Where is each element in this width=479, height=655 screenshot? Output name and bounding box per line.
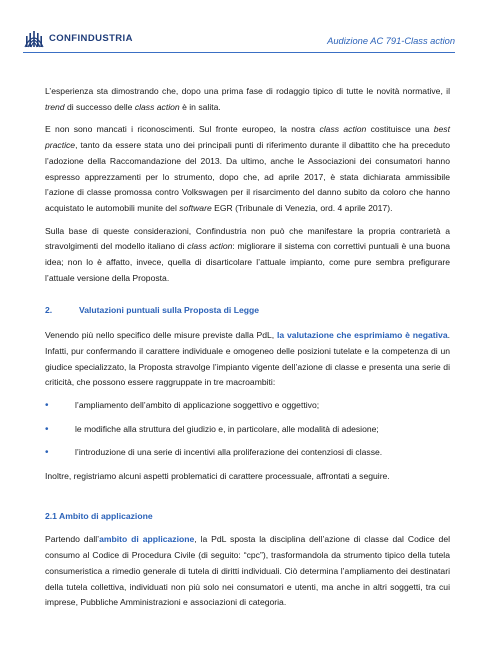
italic-term: class action: [134, 101, 180, 112]
paragraph-evaluation: [45, 328, 450, 391]
document-title: Audizione AC 791-Class action: [327, 36, 455, 46]
text-run: è in salita.: [179, 101, 221, 112]
logo-emblem-icon: [23, 27, 45, 49]
highlighted-text: la valutazione che esprimiamo è negativa: [276, 330, 448, 341]
text-run: EGR (Tribunale di Venezia, ord. 4 aprile 2017).: [211, 202, 393, 213]
logo-text: CONFINDUSTRIA: [49, 32, 133, 44]
text-run: costituisce una: [366, 124, 434, 135]
page-header: [0, 0, 479, 64]
italic-term: class action: [187, 241, 233, 252]
text-run: Venendo più nello specifico delle misure previste dalla PdL,: [45, 330, 277, 341]
paragraph-scope: [45, 532, 450, 611]
paragraph-position: [45, 224, 450, 287]
section-number: 2.: [45, 305, 53, 316]
text-run: di successo delle: [64, 101, 135, 112]
section-2-1-heading: 2.1 Ambito di applicazione: [45, 510, 153, 521]
list-item-text: l’ampliamento dell’ambito di applicazione soggettivo e oggettivo;: [75, 399, 320, 410]
paragraph-intro: [45, 84, 450, 115]
bullet-icon: •: [45, 423, 49, 435]
confindustria-logo: [23, 27, 133, 49]
text-run: , tanto da essere stata uno dei principali punti di riferimento durante il dibattito che ha preceduto l’adozione della Raccomandazione del 2013. Da ultimo, anche le Associazioni dei consumatori hanno espresso apprezzamenti per lo strumento, dopo che, ad aprile 2017, è stata dichiarata ammissibile l’azione di classe promossa contro Volkswagen per il risarcimento del danno subito da coloro che hanno acquistato le automobili munite del: [45, 140, 450, 213]
italic-term: software: [179, 202, 212, 213]
italic-term: best practice: [45, 124, 450, 151]
italic-term: class action: [319, 124, 367, 135]
list-item: [45, 398, 450, 414]
text-run: L’esperienza sta dimostrando che, dopo una prima fase di rodaggio tipico di tutte le novità normative, il: [45, 86, 450, 96]
bullet-icon: •: [45, 399, 49, 411]
section-title: Valutazioni puntuali sulla Proposta di Legge: [79, 305, 260, 316]
text-run: E non sono mancati i riconoscimenti. Sul fronte europeo, la nostra: [45, 124, 320, 135]
paragraph-procedural: Inoltre, registriamo alcuni aspetti problematici di carattere processuale, affrontati a seguire.: [45, 471, 390, 482]
section-2-heading: [45, 303, 450, 319]
text-run: : migliorare il sistema con correttivi puntuali è una buona idea; non lo è affatto, invece, quella di disarticolare l’attuale impianto, come pure sembra prefigurare l’attuale versione della Proposta.: [45, 241, 450, 283]
text-run: Partendo dall’: [45, 534, 100, 545]
page-body: [45, 84, 450, 618]
text-run: , la PdL sposta la disciplina dell’azione di classe dal Codice del consumo al Codice di Procedura Civile (di seguito: “cpc”), trasformandola da strumento tipico della tutela consumeristica a rimedio generale di tutela di diritti individuali. Ciò determina l’ampliamento dei destinatari della tutela collettiva, individuati non più solo nei consumatori e utenti, ma anche in altri soggetti, tra cui imprese, Pubbliche Amministrazioni e associazioni di categoria.: [45, 534, 451, 608]
bullet-icon: •: [45, 447, 49, 459]
header-divider: [23, 52, 455, 53]
text-run: Sulla base di queste considerazioni, Confindustria non può che manifestare la propria contrarietà a stravolgimenti del modello italiano di: [45, 225, 450, 252]
macro-areas-list: [45, 398, 450, 461]
italic-term: trend: [45, 101, 65, 112]
list-item-text: le modifiche alla struttura del giudizio e, in particolare, alle modalità di adesione;: [75, 423, 379, 434]
highlighted-text: ambito di applicazione: [99, 534, 195, 545]
list-item-text: l’introduzione di una serie di incentivi alla proliferazione dei contenziosi di classe.: [75, 447, 383, 458]
text-run: . Infatti, pur confermando il carattere individuale e omogeneo delle posizioni tutelate e la competenza di un giudice specializzato, la Proposta stravolge l’impianto vigente dell’azione di classe e presenta una serie di criticità, che possono essere raggruppate in tre macroambiti:: [45, 330, 450, 388]
list-item: [45, 422, 450, 438]
list-item: [45, 445, 450, 461]
paragraph-recognitions: [45, 122, 450, 216]
